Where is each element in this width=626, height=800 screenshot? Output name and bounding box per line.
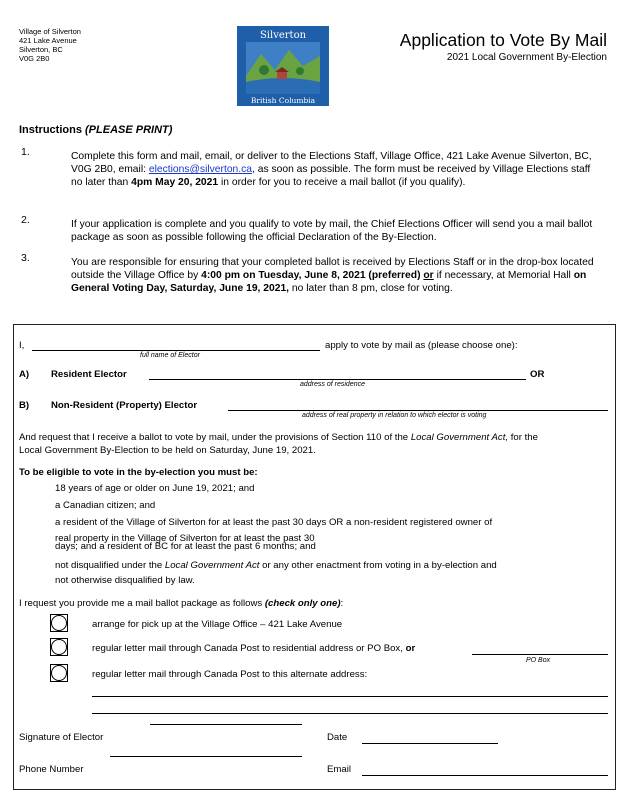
date-label: Date [327,732,348,743]
eligibility-item [55,560,497,571]
option-residential-mail-checkbox[interactable] [50,638,68,656]
deadline-text: 4pm May 20, 2021 [131,177,219,188]
option-text: regular letter mail through Canada Post to residential address or PO Box, [92,643,403,654]
resident-elector-label: Resident Elector [51,369,127,380]
signature-label: Signature of Elector [19,732,104,743]
request-line-2: Local Government By-Election to be held on Saturday, June 19, 2021. [19,445,316,456]
instruction-item-2: If your application is complete and you qualify to vote by mail, the Chief Elections Officer will send you a mail ballot package as soon as possible following the official Declaration of the By-Election. [71,219,593,243]
option-residential-mail-label [92,643,415,654]
or-label: OR [530,369,545,380]
email-label: Email [327,764,351,775]
email-field[interactable] [362,775,608,776]
address-line: Village of Silverton [19,27,81,36]
logo-bottom-text: British Columbia [250,96,316,105]
instructions-note: (PLEASE PRINT) [85,124,173,136]
instruction-item-3 [71,256,599,295]
request-text: And request that I receive a ballot to vote by mail, under the provisions of Section 110 of the [19,432,411,443]
property-caption: address of real property in relation to which elector is voting [302,412,487,419]
option-a-letter: A) [19,369,30,380]
act-name: Local Government Act [164,560,260,571]
checkbox-circle-icon [51,665,67,681]
eligibility-item: not otherwise disqualified by law. [55,575,195,586]
logo-top-text: Silverton [259,30,307,41]
option-b-letter: B) [19,400,30,411]
option-pickup-checkbox[interactable] [50,614,68,632]
apply-text: apply to vote by mail as (please choose one): [325,340,518,351]
eligibility-text: not disqualified under the [55,560,165,571]
address-line: Silverton, BC [19,45,63,54]
eligibility-item: a resident of the Village of Silverton for at least the past 30 days OR a non-resident registered owner of [55,517,493,528]
eligibility-heading: To be eligible to vote in the by-election you must be: [19,467,258,478]
option-alternate-address-label: regular letter mail through Canada Post to this alternate address: [92,669,368,680]
eligibility-item: real property in the Village of Silverton for at least the past 30 [55,533,315,544]
instruction-text: Complete this form and mail, email, or deliver to the Elections Staff, Village Office, 421 Lake Avenue Silverton, BC, V0G 2B0, email: [71,151,592,175]
package-text: : [340,598,344,609]
address-line: 421 Lake Avenue [19,36,77,45]
i-label: I, [19,340,25,351]
residence-caption: address of residence [300,381,365,388]
eligibility-text: or any other enactment from voting in a by-election and [259,560,497,571]
phone-label: Phone Number [19,764,84,775]
package-request-line [19,598,343,609]
act-name: Local Government Act, [410,432,509,443]
address-line: V0G 2B0 [19,54,50,63]
instruction-text: no later than 8 pm, close for voting. [289,283,453,294]
full-name-caption: full name of Elector [140,352,200,359]
page-title: Application to Vote By Mail [399,30,607,50]
check-only-one-note: (check only one) [264,598,341,609]
page-subtitle: 2021 Local Government By-Election [446,52,607,63]
instructions-title: Instructions [19,124,82,136]
option-pickup-label: arrange for pick up at the Village Office – 421 Lake Avenue [92,619,343,630]
phone-field[interactable] [110,756,302,757]
full-name-field[interactable] [32,350,320,351]
signature-field[interactable] [150,724,302,725]
residence-address-field[interactable] [149,379,526,380]
request-text: for the [508,432,538,443]
silverton-logo [237,26,329,106]
or-text: or [405,643,416,654]
po-box-caption: PO Box [526,657,551,664]
voting-day-text: on General Voting Day, Saturday, June 19, 2021, [71,270,587,294]
or-text: or [423,270,434,281]
application-form-box [13,324,616,790]
request-line-1 [19,432,538,443]
non-resident-elector-label: Non-Resident (Property) Elector [51,400,198,411]
instruction-text: You are responsible for ensuring that your completed ballot is received by Elections Staff or in the drop-box located outside the Village Office by [71,257,594,281]
instruction-text: , as soon as possible. The form must be received by Village Elections staff no later than [71,164,591,188]
eligibility-item: a Canadian citizen; and [55,500,156,511]
elections-email-link[interactable]: elections@silverton.ca [148,164,253,175]
eligibility-item: 18 years of age or older on June 19, 2021; and [55,483,255,494]
alternate-address-field[interactable] [92,696,608,697]
eligibility-item: days; and a resident of BC for at least the past 6 months; and [55,541,316,552]
item-number: 3. [21,252,30,264]
village-address [19,27,81,63]
po-box-field[interactable] [472,654,608,655]
checkbox-circle-icon [51,639,67,655]
checkbox-circle-icon [51,615,67,631]
package-text: I request you provide me a mail ballot package as follows [19,598,265,609]
instruction-item-1 [71,150,599,189]
date-field[interactable] [362,743,498,744]
instruction-text: in order for you to receive a mail ballot (if you qualify). [218,177,466,188]
property-address-field[interactable] [228,410,608,411]
item-number: 1. [21,146,30,158]
deadline-text: 4:00 pm on Tuesday, June 8, 2021 (preferred) [201,270,421,281]
alternate-address-field[interactable] [92,713,608,714]
option-alternate-address-checkbox[interactable] [50,664,68,682]
instructions-heading [19,124,172,136]
item-number: 2. [21,214,30,226]
instruction-text: if necessary, at Memorial Hall [433,270,574,281]
